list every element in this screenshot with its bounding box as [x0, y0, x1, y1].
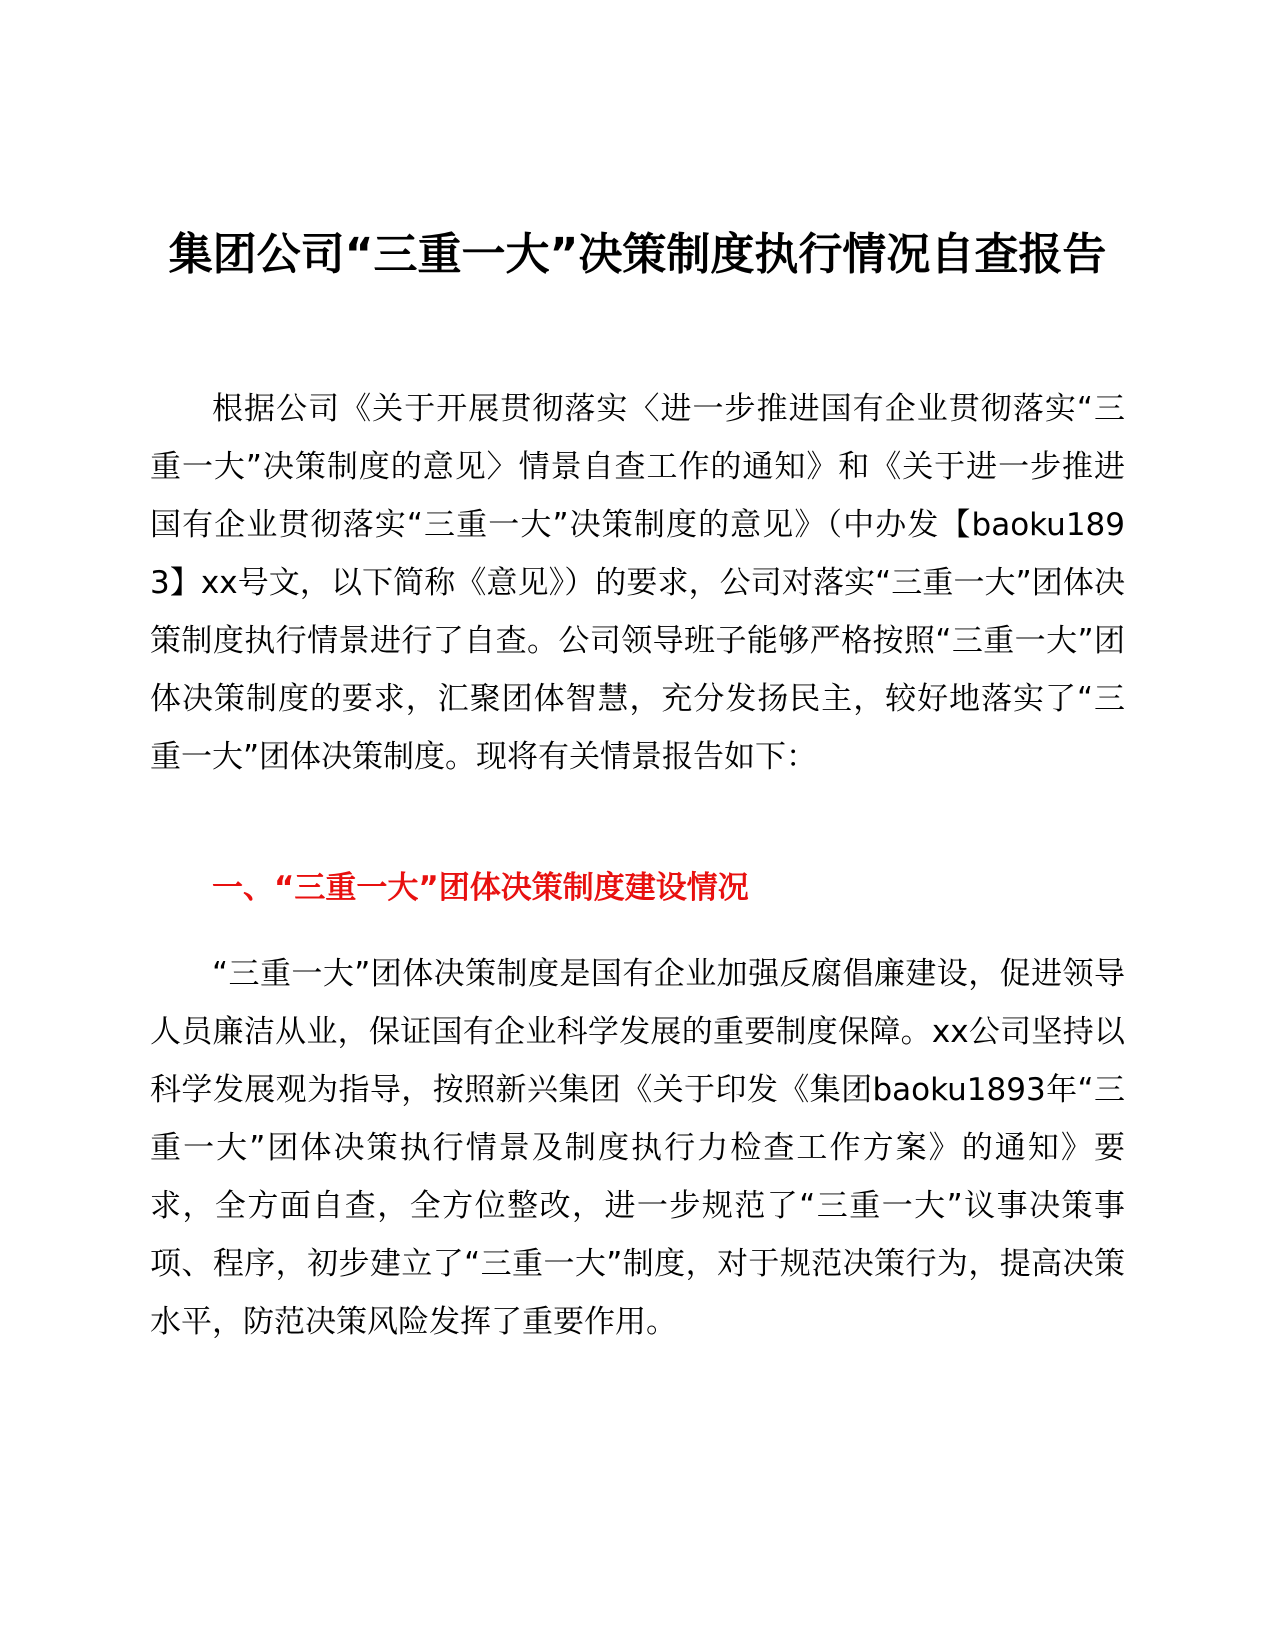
document-title: 集团公司“三重一大”决策制度执行情况自查报告: [168, 229, 1107, 280]
intro-paragraph: 根据公司《关于开展贯彻落实〈进一步推进国有企业贯彻落实“三重一大”决策制度的意见〉情景自查工作的通知》和《关于进一步推进国有企业贯彻落实“三重一大”决策制度的意见》（中办发【baoku1893】xx号文，以下简称《意见》）的要求，公司对落实“三重一大”团体决策制度执行情景进行了自查。公司领导班子能够严格按照“三重一大”团体决策制度的要求，汇聚团体智慧，充分发扬民主，较好地落实了“三重一大”团体决策制度。现将有关情景报告如下：: [150, 391, 1125, 775]
section-heading: 一、“三重一大”团体决策制度建设情况: [212, 870, 749, 906]
section-body-paragraph: “三重一大”团体决策制度是国有企业加强反腐倡廉建设，促进领导人员廉洁从业，保证国有企业科学发展的重要制度保障。xx公司坚持以科学发展观为指导，按照新兴集团《关于印发《集团baoku1893年“三重一大”团体决策执行情景及制度执行力检查工作方案》的通知》要求，全方面自查，全方位整改，进一步规范了“三重一大”议事决策事项、程序，初步建立了“三重一大”制度，对于规范决策行为，提高决策水平，防范决策风险发挥了重要作用。: [150, 956, 1125, 1340]
